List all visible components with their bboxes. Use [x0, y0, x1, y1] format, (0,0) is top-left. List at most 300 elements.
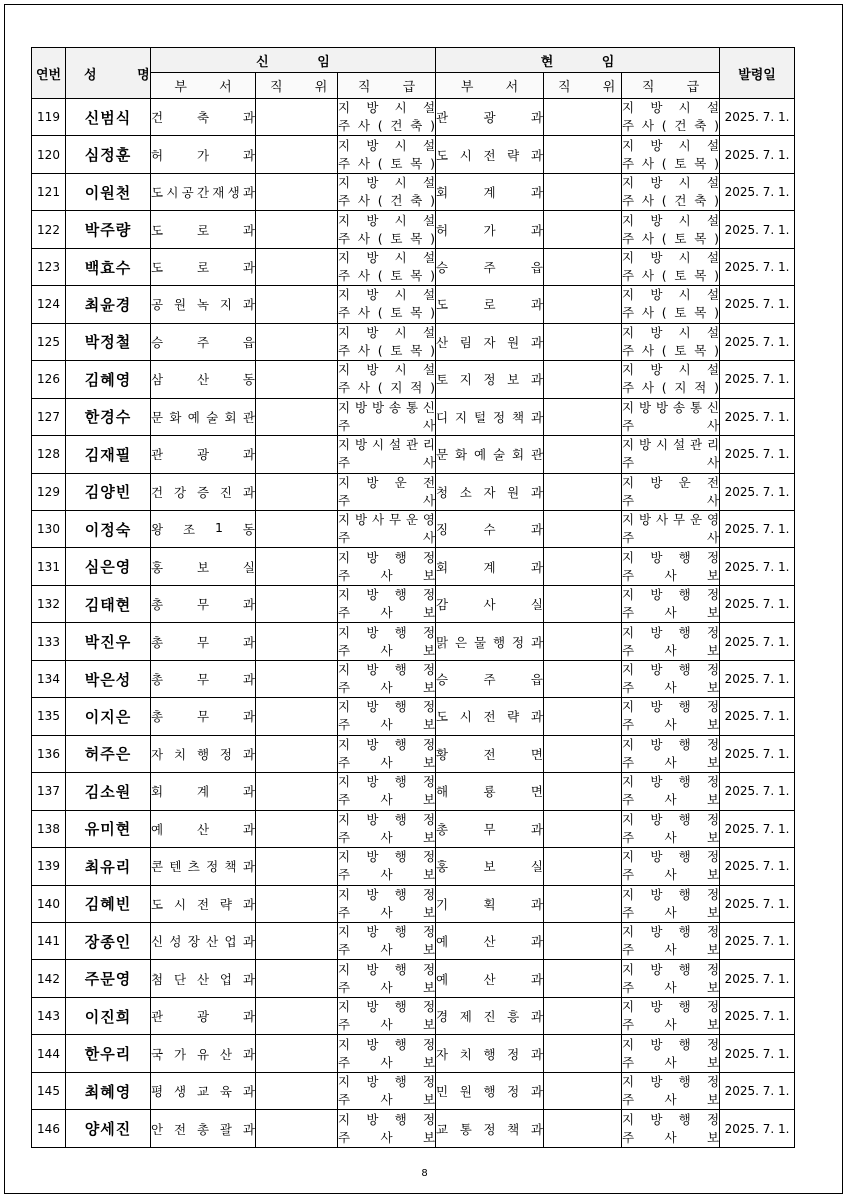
- current-grade-line1: 지 방 행 정: [622, 961, 720, 977]
- new-position: [256, 173, 338, 210]
- new-grade-line1: 지 방 행 정: [338, 774, 436, 790]
- new-department: [151, 436, 256, 473]
- current-department-text: 홍 보 실: [436, 859, 543, 875]
- table-row: [32, 510, 795, 547]
- new-grade-line1: 지 방 행 정: [338, 849, 436, 865]
- current-grade-line2: 주 사 ( 지 적 ): [622, 380, 720, 396]
- row-number: 144: [32, 1035, 66, 1072]
- current-department-text: 승 주 읍: [436, 260, 543, 276]
- person-name: 김혜영: [66, 361, 151, 398]
- current-grade-line2: 주 사 보: [622, 642, 720, 658]
- header-cur-position: 직 위: [544, 73, 622, 99]
- new-department-text: 회 계 과: [151, 784, 255, 800]
- current-position: [544, 773, 622, 810]
- current-department-text: 디 지 털 정 책 과: [436, 409, 544, 425]
- new-department: [151, 1072, 256, 1109]
- appointment-date: 2025. 7. 1.: [720, 585, 795, 622]
- header-new-group: 신 임: [151, 48, 436, 73]
- person-name: 신범식: [66, 99, 151, 136]
- new-department-text: 콘 텐 츠 정 책 과: [151, 859, 255, 875]
- new-position: [256, 398, 338, 435]
- current-department-text: 교 통 정 책 과: [436, 1121, 543, 1137]
- row-number: 128: [32, 436, 66, 473]
- new-grade-line2: 주 사 보: [338, 642, 436, 658]
- current-position: [544, 436, 622, 473]
- table-row: [32, 698, 795, 735]
- new-department: [151, 773, 256, 810]
- current-department-text: 감 사 실: [436, 597, 543, 613]
- header-new-dept: 부 서: [151, 73, 256, 99]
- row-number: 120: [32, 136, 66, 173]
- new-grade-line1: 지 방 사 무 운 영: [338, 512, 435, 528]
- row-number: 141: [32, 922, 66, 959]
- new-grade-line2: 주 사 ( 토 목 ): [338, 342, 435, 358]
- current-department-text: 민 원 행 정 과: [436, 1084, 543, 1099]
- new-department: [151, 99, 256, 136]
- row-number: 133: [32, 623, 66, 660]
- current-grade-line1: 지 방 사 무 운 영: [622, 512, 720, 528]
- new-grade-line1: 지 방 행 정: [338, 961, 436, 977]
- current-grade-line2: 주 사: [622, 417, 720, 433]
- current-grade-line1: 지 방 시 설: [622, 287, 720, 303]
- new-position: [256, 436, 338, 473]
- new-department-text: 도 로 과: [151, 260, 255, 276]
- current-department: [436, 136, 544, 173]
- new-department-text: 허 가 과: [151, 147, 255, 163]
- new-position: [256, 698, 338, 735]
- current-position: [544, 848, 622, 885]
- table-row: [32, 997, 795, 1034]
- appointment-date: 2025. 7. 1.: [720, 623, 795, 660]
- current-grade-line2: 주 사: [622, 455, 720, 471]
- current-position: [544, 211, 622, 248]
- new-grade-line2: 주 사: [338, 417, 436, 433]
- table-row: [32, 211, 795, 248]
- personnel-table: [31, 47, 795, 1148]
- current-grade-line1: 지 방 행 정: [622, 849, 720, 865]
- current-grade: [622, 248, 720, 285]
- current-grade-line1: 지 방 시 설: [622, 362, 720, 378]
- current-department-text: 토 지 정 보 과: [436, 372, 543, 388]
- current-grade-line2: 주 사 보: [622, 829, 720, 845]
- current-department-text: 회 계 과: [436, 559, 543, 575]
- new-department: [151, 548, 256, 585]
- new-grade: [338, 585, 436, 622]
- new-grade: [338, 436, 436, 473]
- header-new-position: 직 위: [256, 73, 338, 99]
- new-department: [151, 248, 256, 285]
- current-position: [544, 735, 622, 772]
- current-position: [544, 248, 622, 285]
- new-grade-line1: 지 방 시 설: [338, 137, 436, 153]
- person-name: 최유리: [66, 848, 151, 885]
- current-grade: [622, 997, 720, 1034]
- new-position: [256, 323, 338, 360]
- current-grade-line1: 지 방 행 정: [622, 1074, 720, 1089]
- person-name: 허주은: [66, 735, 151, 772]
- new-grade-line2: 주 사 보: [338, 792, 436, 808]
- row-number: 140: [32, 885, 66, 922]
- current-position: [544, 698, 622, 735]
- current-grade-line1: 지 방 행 정: [622, 624, 720, 640]
- appointment-date: 2025. 7. 1.: [720, 1110, 795, 1148]
- current-department: [436, 173, 544, 210]
- new-grade: [338, 660, 436, 697]
- current-position: [544, 997, 622, 1034]
- new-grade: [338, 848, 436, 885]
- new-grade-line2: 주 사 보: [338, 680, 436, 696]
- current-department: [436, 1072, 544, 1109]
- current-department-text: 자 치 행 정 과: [436, 1046, 543, 1062]
- row-number: 138: [32, 810, 66, 847]
- current-department: [436, 660, 544, 697]
- current-grade-line1: 지 방 행 정: [622, 886, 720, 902]
- new-department-text: 안 전 총 괄 과: [151, 1121, 255, 1137]
- current-grade-line2: 주 사 ( 건 축 ): [622, 118, 720, 134]
- current-grade: [622, 773, 720, 810]
- current-grade: [622, 398, 720, 435]
- new-department-text: 첨 단 산 업 과: [151, 971, 255, 987]
- person-name: 박은성: [66, 660, 151, 697]
- new-grade-line2: 주 사 ( 토 목 ): [338, 268, 435, 284]
- current-grade-line2: 주 사 보: [622, 754, 720, 770]
- new-department: [151, 922, 256, 959]
- current-grade-line2: 주 사 보: [622, 605, 720, 621]
- new-grade-line1: 지 방 시 설 관 리: [338, 437, 435, 453]
- current-grade-line2: 주 사 ( 토 목 ): [622, 268, 720, 284]
- header-new-grade: 직 급: [338, 73, 436, 99]
- appointment-date: 2025. 7. 1.: [720, 99, 795, 136]
- current-position: [544, 136, 622, 173]
- new-grade-line1: 지 방 시 설: [338, 175, 436, 191]
- new-grade: [338, 136, 436, 173]
- current-department: [436, 623, 544, 660]
- new-position: [256, 885, 338, 922]
- table-row: [32, 810, 795, 847]
- current-grade: [622, 361, 720, 398]
- new-grade: [338, 398, 436, 435]
- new-department: [151, 735, 256, 772]
- current-position: [544, 323, 622, 360]
- new-grade-line2: 주 사: [338, 530, 436, 546]
- new-department: [151, 997, 256, 1034]
- person-name: 김태현: [66, 585, 151, 622]
- appointment-date: 2025. 7. 1.: [720, 660, 795, 697]
- current-grade-line1: 지 방 행 정: [622, 587, 720, 603]
- person-name: 이진희: [66, 997, 151, 1034]
- new-grade: [338, 99, 436, 136]
- current-grade-line2: 주 사 보: [622, 942, 720, 958]
- current-position: [544, 885, 622, 922]
- row-number: 127: [32, 398, 66, 435]
- table-row: [32, 660, 795, 697]
- person-name: 최혜영: [66, 1072, 151, 1109]
- current-grade-line2: 주 사: [622, 530, 720, 546]
- row-number: 129: [32, 473, 66, 510]
- current-grade-line2: 주 사 ( 토 목 ): [622, 342, 720, 358]
- new-grade-line2: 주 사 ( 토 목 ): [338, 155, 435, 171]
- new-department-text: 국 가 유 산 과: [151, 1046, 255, 1062]
- table-row: [32, 173, 795, 210]
- current-grade-line2: 주 사 ( 건 축 ): [622, 193, 720, 209]
- new-grade-line2: 주 사 보: [338, 979, 436, 995]
- new-grade-line1: 지 방 행 정: [338, 662, 436, 678]
- row-number: 126: [32, 361, 66, 398]
- current-grade-line1: 지 방 행 정: [622, 774, 720, 790]
- current-grade-line2: 주 사 ( 토 목 ): [622, 305, 720, 321]
- current-department: [436, 698, 544, 735]
- new-position: [256, 960, 338, 997]
- appointment-date: 2025. 7. 1.: [720, 510, 795, 547]
- current-position: [544, 960, 622, 997]
- current-position: [544, 398, 622, 435]
- table-body: [32, 99, 795, 1148]
- new-grade-line1: 지 방 운 전: [338, 474, 436, 490]
- current-grade: [622, 211, 720, 248]
- header-cur-dept: 부 서: [436, 73, 544, 99]
- row-number: 135: [32, 698, 66, 735]
- new-department-text: 왕 조 1 동: [151, 520, 255, 538]
- current-department: [436, 848, 544, 885]
- current-grade: [622, 286, 720, 323]
- current-department-text: 허 가 과: [436, 222, 543, 238]
- current-grade-line2: 주 사: [622, 492, 720, 508]
- appointment-date: 2025. 7. 1.: [720, 698, 795, 735]
- new-grade: [338, 510, 436, 547]
- current-department-text: 맑 은 물 행 정 과: [436, 634, 544, 650]
- new-department-text: 총 무 과: [151, 672, 255, 688]
- current-grade-line2: 주 사 보: [622, 680, 720, 696]
- table-row: [32, 398, 795, 435]
- new-grade-line2: 주 사 ( 토 목 ): [338, 230, 435, 246]
- new-position: [256, 660, 338, 697]
- appointment-date: 2025. 7. 1.: [720, 1072, 795, 1109]
- table-row: [32, 960, 795, 997]
- current-department-text: 도 시 전 략 과: [436, 709, 543, 725]
- new-position: [256, 848, 338, 885]
- current-grade: [622, 922, 720, 959]
- current-grade: [622, 698, 720, 735]
- current-grade-line2: 주 사 보: [622, 1054, 720, 1070]
- person-name: 양세진: [66, 1110, 151, 1148]
- header-name: 성 명: [66, 48, 151, 99]
- current-grade: [622, 99, 720, 136]
- new-department: [151, 885, 256, 922]
- current-grade: [622, 436, 720, 473]
- row-number: 137: [32, 773, 66, 810]
- new-grade-line1: 지 방 행 정: [338, 549, 436, 565]
- current-grade-line2: 주 사 ( 토 목 ): [622, 155, 720, 171]
- current-department-text: 총 무 과: [436, 821, 543, 837]
- row-number: 136: [32, 735, 66, 772]
- current-department-text: 예 산 과: [436, 971, 543, 987]
- current-department-text: 회 계 과: [436, 185, 543, 201]
- header-no: 연번: [32, 48, 66, 99]
- new-grade-line2: 주 사 보: [338, 867, 436, 883]
- new-grade: [338, 810, 436, 847]
- current-department: [436, 735, 544, 772]
- new-grade-line1: 지 방 행 정: [338, 587, 436, 603]
- current-department-text: 도 시 전 략 과: [436, 147, 543, 163]
- row-number: 119: [32, 99, 66, 136]
- current-position: [544, 99, 622, 136]
- row-number: 142: [32, 960, 66, 997]
- current-department-text: 산 림 자 원 과: [436, 334, 543, 350]
- row-number: 145: [32, 1072, 66, 1109]
- new-grade-line1: 지 방 시 설: [338, 287, 436, 303]
- current-department: [436, 585, 544, 622]
- current-department: [436, 323, 544, 360]
- header-current-group: 현 임: [436, 48, 720, 73]
- current-grade-line2: 주 사 보: [622, 904, 720, 920]
- person-name: 심은영: [66, 548, 151, 585]
- new-grade-line1: 지 방 행 정: [338, 624, 436, 640]
- current-department: [436, 960, 544, 997]
- person-name: 한경수: [66, 398, 151, 435]
- current-grade-line1: 지 방 행 정: [622, 811, 720, 827]
- new-department: [151, 473, 256, 510]
- new-grade-line2: 주 사 보: [338, 904, 436, 920]
- new-grade: [338, 997, 436, 1034]
- new-position: [256, 585, 338, 622]
- new-department: [151, 1035, 256, 1072]
- current-grade: [622, 136, 720, 173]
- new-department: [151, 173, 256, 210]
- current-department: [436, 361, 544, 398]
- person-name: 김재필: [66, 436, 151, 473]
- current-grade: [622, 735, 720, 772]
- current-grade-line1: 지 방 시 설: [622, 137, 720, 153]
- new-department-text: 건 축 과: [151, 110, 255, 126]
- current-department: [436, 99, 544, 136]
- person-name: 주문영: [66, 960, 151, 997]
- new-grade-line2: 주 사: [338, 455, 436, 471]
- current-grade-line2: 주 사 보: [622, 567, 720, 583]
- new-grade-line2: 주 사 보: [338, 605, 436, 621]
- current-grade: [622, 585, 720, 622]
- appointment-date: 2025. 7. 1.: [720, 548, 795, 585]
- table-row: [32, 473, 795, 510]
- appointment-date: 2025. 7. 1.: [720, 286, 795, 323]
- new-grade-line1: 지 방 시 설: [338, 362, 436, 378]
- new-grade: [338, 922, 436, 959]
- new-grade-line2: 주 사 보: [338, 829, 436, 845]
- current-position: [544, 173, 622, 210]
- table-row: [32, 99, 795, 136]
- appointment-date: 2025. 7. 1.: [720, 810, 795, 847]
- current-department-text: 경 제 진 흥 과: [436, 1009, 543, 1025]
- person-name: 이지은: [66, 698, 151, 735]
- new-position: [256, 1035, 338, 1072]
- current-department: [436, 473, 544, 510]
- current-department-text: 기 획 과: [436, 896, 543, 912]
- appointment-date: 2025. 7. 1.: [720, 211, 795, 248]
- current-position: [544, 473, 622, 510]
- new-department: [151, 848, 256, 885]
- current-grade: [622, 885, 720, 922]
- new-position: [256, 361, 338, 398]
- current-department-text: 도 로 과: [436, 297, 543, 313]
- new-position: [256, 548, 338, 585]
- current-department-text: 문 화 예 술 회 관: [436, 447, 544, 463]
- new-department-text: 관 광 과: [151, 1009, 255, 1025]
- person-name: 김혜빈: [66, 885, 151, 922]
- current-grade-line2: 주 사 보: [622, 979, 720, 995]
- current-position: [544, 660, 622, 697]
- appointment-date: 2025. 7. 1.: [720, 436, 795, 473]
- current-grade-line1: 지 방 행 정: [622, 699, 720, 715]
- current-grade-line1: 지 방 시 설: [622, 100, 720, 116]
- table-row: [32, 735, 795, 772]
- new-grade-line1: 지 방 행 정: [338, 1036, 436, 1052]
- current-grade-line1: 지 방 시 설 관 리: [622, 437, 720, 453]
- current-department: [436, 773, 544, 810]
- row-number: 123: [32, 248, 66, 285]
- appointment-date: 2025. 7. 1.: [720, 248, 795, 285]
- new-grade-line1: 지 방 행 정: [338, 1074, 436, 1089]
- person-name: 유미현: [66, 810, 151, 847]
- current-position: [544, 361, 622, 398]
- current-department: [436, 286, 544, 323]
- row-number: 146: [32, 1110, 66, 1148]
- new-grade-line1: 지 방 행 정: [338, 999, 436, 1015]
- new-grade: [338, 623, 436, 660]
- current-grade: [622, 173, 720, 210]
- new-grade-line1: 지 방 방 송 통 신: [338, 399, 435, 415]
- current-department-text: 관 광 과: [436, 110, 543, 126]
- new-grade: [338, 323, 436, 360]
- current-position: [544, 1110, 622, 1148]
- current-grade: [622, 960, 720, 997]
- appointment-date: 2025. 7. 1.: [720, 173, 795, 210]
- person-name: 박진우: [66, 623, 151, 660]
- new-grade: [338, 1072, 436, 1109]
- row-number: 143: [32, 997, 66, 1034]
- row-number: 124: [32, 286, 66, 323]
- new-grade-line2: 주 사 ( 토 목 ): [338, 305, 435, 321]
- new-department: [151, 1110, 256, 1148]
- current-grade-line1: 지 방 행 정: [622, 1036, 720, 1052]
- current-grade: [622, 1072, 720, 1109]
- current-department: [436, 436, 544, 473]
- new-grade-line2: 주 사 보: [338, 1129, 436, 1145]
- new-grade: [338, 735, 436, 772]
- current-grade-line2: 주 사 보: [622, 717, 720, 733]
- new-department-text: 공 원 녹 지 과: [151, 297, 255, 313]
- new-grade-line1: 지 방 시 설: [338, 212, 436, 228]
- new-grade: [338, 248, 436, 285]
- new-department-text: 도 로 과: [151, 222, 255, 238]
- current-grade-line1: 지 방 행 정: [622, 999, 720, 1015]
- new-department: [151, 398, 256, 435]
- table-row: [32, 623, 795, 660]
- current-grade: [622, 810, 720, 847]
- new-department: [151, 510, 256, 547]
- current-department-text: 징 수 과: [436, 522, 543, 538]
- current-department: [436, 548, 544, 585]
- row-number: 131: [32, 548, 66, 585]
- current-department: [436, 398, 544, 435]
- person-name: 최윤경: [66, 286, 151, 323]
- new-department: [151, 286, 256, 323]
- table-row: [32, 848, 795, 885]
- new-position: [256, 773, 338, 810]
- current-grade: [622, 1035, 720, 1072]
- new-grade-line2: 주 사: [338, 492, 436, 508]
- new-department: [151, 960, 256, 997]
- appointment-date: 2025. 7. 1.: [720, 136, 795, 173]
- new-grade-line2: 주 사 ( 건 축 ): [338, 118, 435, 134]
